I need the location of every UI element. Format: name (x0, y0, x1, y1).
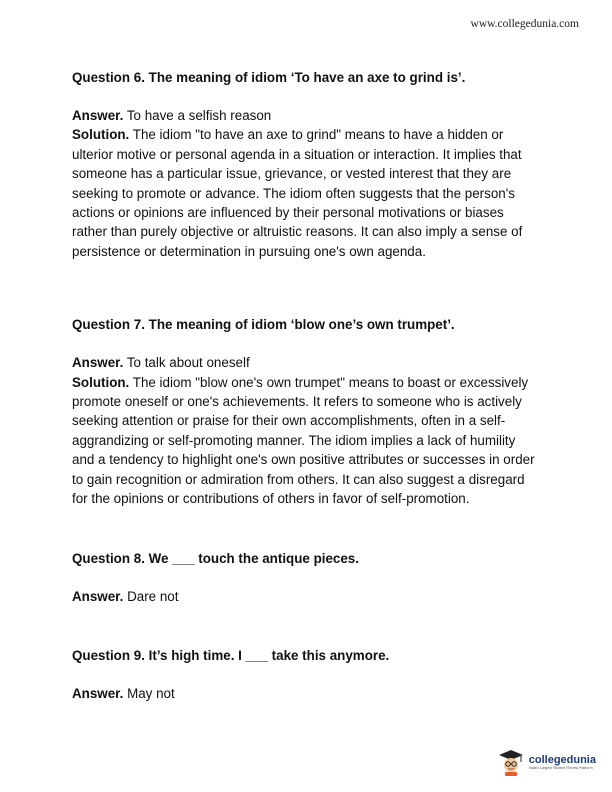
answer-label: Answer. (72, 685, 124, 701)
answer-text: Dare not (123, 588, 179, 604)
graduate-mascot-icon (497, 748, 525, 776)
brand-tagline: India's Largest Student Review Platform (528, 765, 593, 770)
solution-text: The idiom "blow one's own trumpet" means to boast or excessively promote oneself or one's achievements. It refers to someone who is actively seeking attention or praise for their own accomplishments, often in a self-aggrandizing or self-promoting manner. The idiom implies a lack of humility and a tendency to highlight one's own positive attributes or successes in order to gain recognition or admiration from others. It can also suggest a disregard for the opinions or contributions of others in favor of self-promotion. (72, 374, 535, 507)
answer-text: To talk about oneself (123, 355, 250, 371)
answer-text: May not (123, 685, 175, 701)
question-6: Question 6. The meaning of idiom ‘To have an axe to grind is’. (72, 70, 466, 85)
answer-9 (72, 684, 540, 703)
question-9: Question 9. It’s high time. I ___ take this anymore. (72, 647, 390, 663)
solution-label: Solution. (72, 374, 130, 390)
solution-6 (72, 125, 540, 261)
answer-label: Answer. (72, 588, 124, 604)
question-7: Question 7. The meaning of idiom ‘blow one’s own trumpet’. (72, 317, 455, 333)
answer-label: Answer. (72, 355, 124, 371)
answer-8 (72, 587, 540, 606)
collegedunia-logo[interactable] (497, 748, 596, 776)
document-body (72, 68, 540, 703)
solution-text: The idiom "to have an axe to grind" means to have a hidden or ulterior motive or personal agenda in a situation or interaction. It implies that someone has a particular issue, grievance, or vested interest that they are seeking to promote or advance. The idiom often suggests that the person's actions or opinions are influenced by their personal motivations or biases rather than purely objective or altruistic reasons. It can also imply a sense of persistence or determination in pursuing one's own agenda. (72, 127, 523, 259)
solution-7 (72, 373, 540, 509)
answer-7 (72, 353, 540, 372)
brand-name: collegedunia (528, 753, 596, 766)
answer-text: To have a selfish reason (123, 108, 272, 123)
brand-text (529, 754, 596, 771)
question-8: Question 8. We ___ touch the antique pieces. (72, 550, 359, 566)
answer-6 (72, 106, 540, 125)
answer-label: Answer. (72, 108, 124, 123)
site-url[interactable]: www.collegedunia.com (470, 18, 579, 30)
solution-label: Solution. (72, 127, 130, 143)
